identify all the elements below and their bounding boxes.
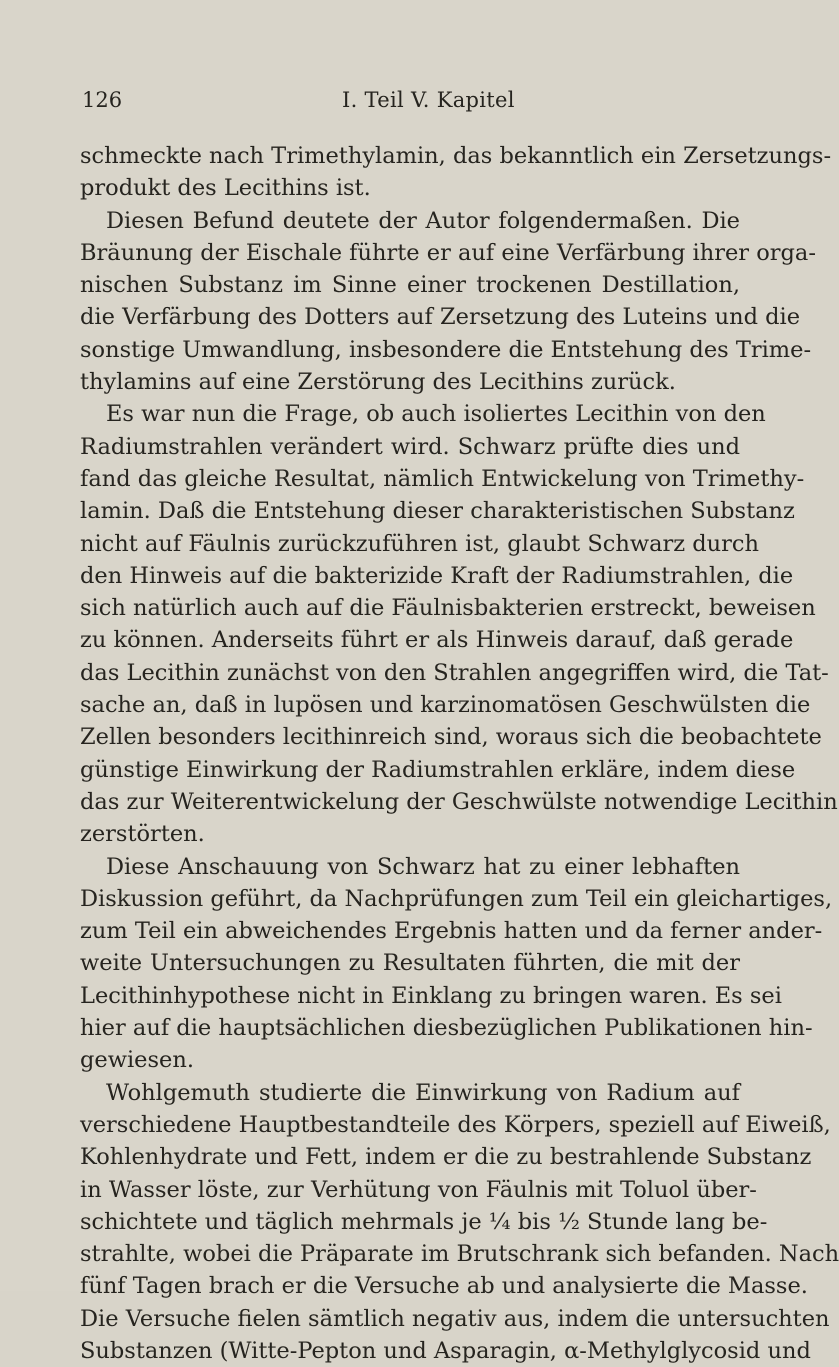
text-line: lamin. Daß die Entstehung dieser charakteristischen Substanz: [80, 498, 795, 525]
body-text: [80, 140, 839, 1367]
text-line: Diese Anschauung von Schwarz hat zu einer lebhaften: [106, 853, 740, 880]
text-line: Zellen besonders lecithinreich sind, woraus sich die beobachtete: [80, 724, 822, 751]
text-line: Die Versuche fielen sämtlich negativ aus, indem die untersuchten: [80, 1305, 830, 1332]
text-line: hier auf die hauptsächlichen diesbezüglichen Publikationen hin-: [80, 1015, 813, 1042]
page-header: [82, 88, 712, 116]
text-line: das Lecithin zunächst von den Strahlen angegriffen wird, die Tat-: [80, 659, 829, 686]
text-line: zu können. Anderseits führt er als Hinweis darauf, daß gerade: [80, 627, 794, 654]
text-line: Substanzen (Witte-Pepton und Asparagin, α-Methylglycosid und: [80, 1337, 811, 1364]
text-line: weite Untersuchungen zu Resultaten führten, die mit der: [80, 950, 740, 977]
running-head: I. Teil V. Kapitel: [342, 88, 515, 112]
text-line: sich natürlich auch auf die Fäulnisbakterien erstreckt, beweisen: [80, 595, 816, 622]
text-line: den Hinweis auf die bakterizide Kraft der Radiumstrahlen, die: [80, 562, 794, 589]
text-line: produkt des Lecithins ist.: [80, 175, 371, 202]
text-line: sonstige Umwandlung, insbesondere die Entstehung des Trime-: [80, 336, 812, 363]
text-line: günstige Einwirkung der Radiumstrahlen erkläre, indem diese: [80, 756, 796, 783]
text-line: nischen Substanz im Sinne einer trockenen Destillation,: [80, 272, 740, 299]
text-line: thylamins auf eine Zerstörung des Lecithins zurück.: [80, 369, 676, 396]
text-line: verschiedene Hauptbestandteile des Körpers, speziell auf Eiweiß,: [80, 1111, 831, 1138]
text-line: das zur Weiterentwickelung der Geschwülste notwendige Lecithin: [80, 788, 838, 815]
text-line: zum Teil ein abweichendes Ergebnis hatten und da ferner ander-: [80, 918, 823, 945]
text-line: Wohlgemuth studierte die Einwirkung von Radium auf: [106, 1079, 740, 1106]
text-line: fünf Tagen brach er die Versuche ab und analysierte die Masse.: [80, 1273, 808, 1300]
text-line: die Verfärbung des Dotters auf Zersetzung des Luteins und die: [80, 304, 801, 331]
text-line: Diesen Befund deutete der Autor folgendermaßen. Die: [106, 207, 740, 234]
text-line: schichtete und täglich mehrmals je ¼ bis ½ Stunde lang be-: [80, 1208, 768, 1235]
text-line: gewiesen.: [80, 1047, 194, 1074]
text-line: strahlte, wobei die Präparate im Brutschrank sich befanden. Nach: [80, 1241, 839, 1268]
text-line: fand das gleiche Resultat, nämlich Entwickelung von Trimethy-: [80, 465, 805, 492]
text-line: zerstörten.: [80, 821, 205, 848]
text-line: in Wasser löste, zur Verhütung von Fäulnis mit Toluol über-: [80, 1176, 757, 1203]
page-number: 126: [82, 88, 123, 112]
text-line: Diskussion geführt, da Nachprüfungen zum Teil ein gleichartiges,: [80, 885, 833, 912]
text-line: Radiumstrahlen verändert wird. Schwarz prüfte dies und: [80, 433, 740, 460]
text-line: nicht auf Fäulnis zurückzuführen ist, glaubt Schwarz durch: [80, 530, 759, 557]
text-line: sache an, daß in lupösen und karzinomatösen Geschwülsten die: [80, 692, 811, 719]
text-line: Kohlenhydrate und Fett, indem er die zu bestrahlende Substanz: [80, 1144, 812, 1171]
text-line: Bräunung der Eischale führte er auf eine Verfärbung ihrer orga-: [80, 239, 816, 266]
text-line: Es war nun die Frage, ob auch isoliertes Lecithin von den: [106, 401, 766, 428]
text-line: Lecithinhypothese nicht in Einklang zu bringen waren. Es sei: [80, 982, 782, 1009]
text-line: schmeckte nach Trimethylamin, das bekanntlich ein Zersetzungs-: [80, 143, 832, 169]
